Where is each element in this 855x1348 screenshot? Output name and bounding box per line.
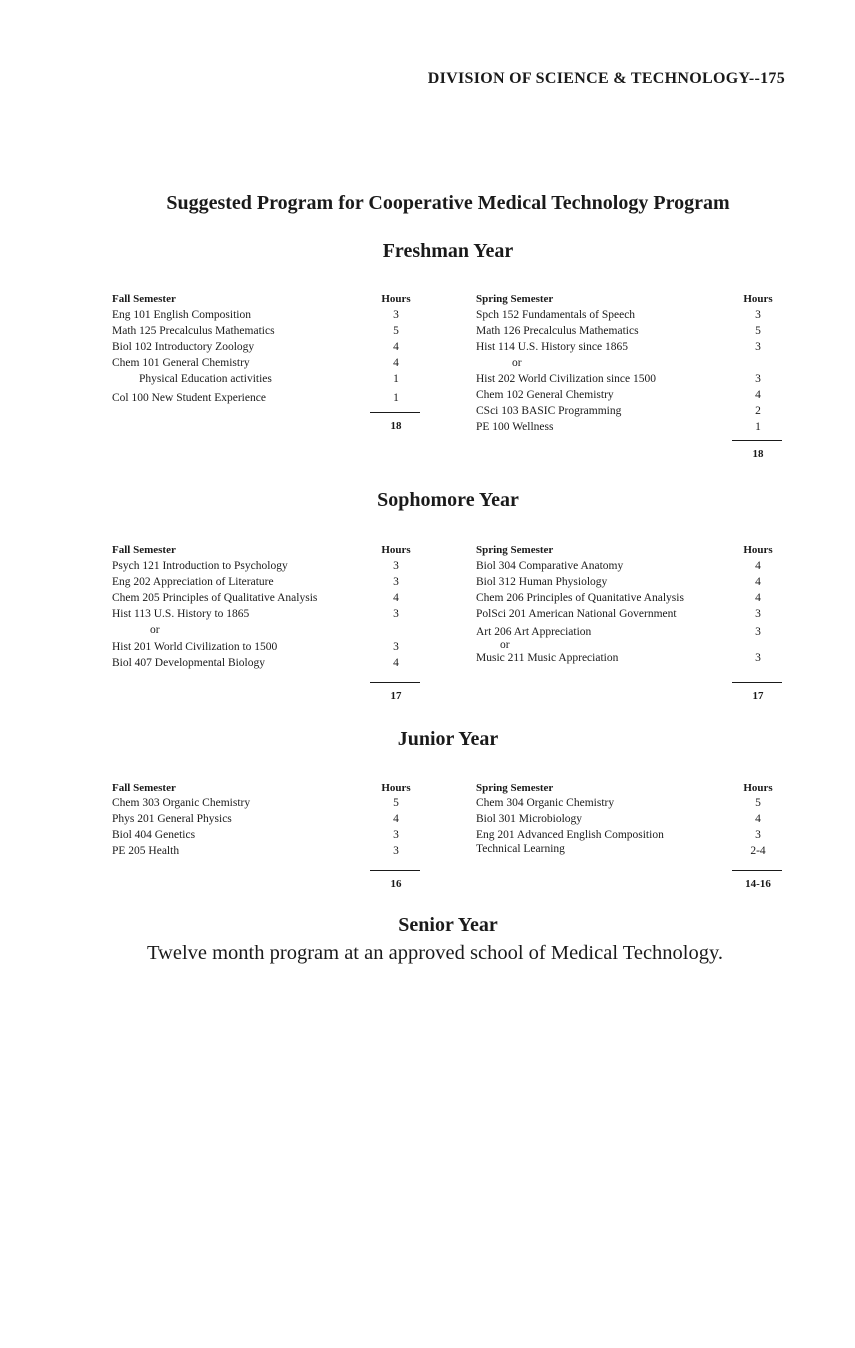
course-hours: 4 — [755, 389, 761, 401]
semester-total: 17 — [390, 690, 402, 702]
spring-semester-label: Spring Semester — [476, 293, 554, 305]
course-name: Biol 301 Microbiology — [476, 813, 583, 825]
total-rule — [370, 682, 420, 683]
course-hours: 1 — [755, 421, 761, 433]
course-hours: 4 — [393, 341, 399, 353]
course-hours: 5 — [755, 325, 761, 337]
semester-total: 16 — [390, 878, 402, 890]
course-name: Biol 312 Human Physiology — [476, 576, 608, 588]
course-name: PolSci 201 American National Government — [476, 608, 677, 620]
course-name: Col 100 New Student Experience — [112, 392, 266, 404]
course-name: Biol 102 Introductory Zoology — [112, 341, 255, 353]
hours-label: Hours — [743, 293, 773, 305]
course-or: or — [512, 357, 522, 369]
course-hours: 1 — [393, 373, 399, 385]
course-name: Spch 152 Fundamentals of Speech — [476, 309, 636, 321]
semester-total: 18 — [752, 448, 764, 460]
course-name: Eng 101 English Composition — [112, 309, 251, 321]
course-name: Phys 201 General Physics — [112, 813, 232, 825]
course-hours: 5 — [393, 325, 399, 337]
semester-total: 17 — [752, 690, 764, 702]
total-rule — [370, 412, 420, 413]
course-name: Psych 121 Introduction to Psychology — [112, 560, 288, 572]
course-hours: 3 — [755, 829, 761, 841]
course-hours: 1 — [393, 392, 399, 404]
course-hours: 3 — [755, 373, 761, 385]
senior-year-heading: Senior Year — [398, 914, 498, 936]
semester-total: 18 — [390, 420, 402, 432]
course-hours: 3 — [393, 845, 399, 857]
course-name: Hist 201 World Civilization to 1500 — [112, 641, 278, 653]
hours-label: Hours — [381, 293, 411, 305]
course-hours: 3 — [755, 341, 761, 353]
senior-year-description: Twelve month program at an approved school of Medical Technology. — [146, 942, 724, 964]
junior-year-heading: Junior Year — [397, 728, 499, 750]
course-hours: 4 — [755, 576, 761, 588]
course-name: Chem 303 Organic Chemistry — [112, 797, 251, 809]
course-hours: 3 — [393, 641, 399, 653]
course-name: Hist 202 World Civilization since 1500 — [476, 373, 656, 385]
hours-label: Hours — [381, 544, 411, 556]
page-header: DIVISION OF SCIENCE & TECHNOLOGY--175 — [427, 70, 785, 87]
sophomore-year-heading: Sophomore Year — [377, 489, 519, 511]
course-name: Math 126 Precalculus Mathematics — [476, 325, 639, 337]
course-hours: 3 — [393, 608, 399, 620]
course-name: Hist 113 U.S. History to 1865 — [112, 608, 250, 620]
course-hours: 2 — [755, 405, 761, 417]
course-hours: 4 — [755, 560, 761, 572]
course-hours: 4 — [393, 592, 399, 604]
page-title: Suggested Program for Cooperative Medical Technology Program — [166, 192, 730, 214]
course-hours: 3 — [393, 560, 399, 572]
course-hours: 4 — [755, 592, 761, 604]
course-hours: 3 — [393, 309, 399, 321]
course-name: Chem 101 General Chemistry — [112, 357, 250, 369]
course-name: Chem 206 Principles of Quanitative Analysis — [476, 592, 684, 604]
hours-label: Hours — [381, 782, 411, 794]
total-rule — [732, 870, 782, 871]
course-hours: 2-4 — [750, 845, 766, 857]
course-name: Chem 304 Organic Chemistry — [476, 797, 615, 809]
course-name: Biol 304 Comparative Anatomy — [476, 560, 624, 572]
course-name: Chem 102 General Chemistry — [476, 389, 614, 401]
course-name: Music 211 Music Appreciation — [476, 652, 619, 664]
total-rule — [732, 440, 782, 441]
course-name: Hist 114 U.S. History since 1865 — [476, 341, 628, 353]
course-name: Biol 407 Developmental Biology — [112, 657, 265, 669]
course-hours: 3 — [755, 309, 761, 321]
course-hours: 3 — [755, 608, 761, 620]
course-hours: 3 — [755, 626, 761, 638]
course-hours: 4 — [393, 657, 399, 669]
spring-semester-label: Spring Semester — [476, 544, 554, 556]
total-rule — [732, 682, 782, 683]
course-name: Chem 205 Principles of Qualitative Analysis — [112, 592, 318, 604]
course-name: Technical Learning — [476, 843, 565, 855]
total-rule — [370, 870, 420, 871]
fall-semester-label: Fall Semester — [112, 544, 176, 556]
course-name: CSci 103 BASIC Programming — [476, 405, 622, 417]
course-hours: 3 — [755, 652, 761, 664]
course-name: Eng 201 Advanced English Composition — [476, 829, 664, 841]
course-hours: 4 — [755, 813, 761, 825]
course-name: Art 206 Art Appreciation — [476, 626, 592, 638]
course-hours: 5 — [393, 797, 399, 809]
course-hours: 4 — [393, 357, 399, 369]
freshman-year-heading: Freshman Year — [382, 240, 514, 262]
course-or: or — [500, 639, 510, 651]
course-hours: 4 — [393, 813, 399, 825]
spring-semester-label: Spring Semester — [476, 782, 554, 794]
course-hours: 3 — [393, 829, 399, 841]
course-hours: 3 — [393, 576, 399, 588]
course-name: Math 125 Precalculus Mathematics — [112, 325, 275, 337]
course-name: PE 205 Health — [112, 845, 180, 857]
course-name: Biol 404 Genetics — [112, 829, 196, 841]
semester-total: 14-16 — [745, 878, 771, 890]
fall-semester-label: Fall Semester — [112, 782, 176, 794]
course-name: Eng 202 Appreciation of Literature — [112, 576, 274, 588]
course-or: or — [150, 624, 160, 636]
hours-label: Hours — [743, 782, 773, 794]
course-name: PE 100 Wellness — [476, 421, 554, 433]
course-hours: 5 — [755, 797, 761, 809]
fall-semester-label: Fall Semester — [112, 293, 176, 305]
hours-label: Hours — [743, 544, 773, 556]
course-name: Physical Education activities — [139, 373, 272, 385]
